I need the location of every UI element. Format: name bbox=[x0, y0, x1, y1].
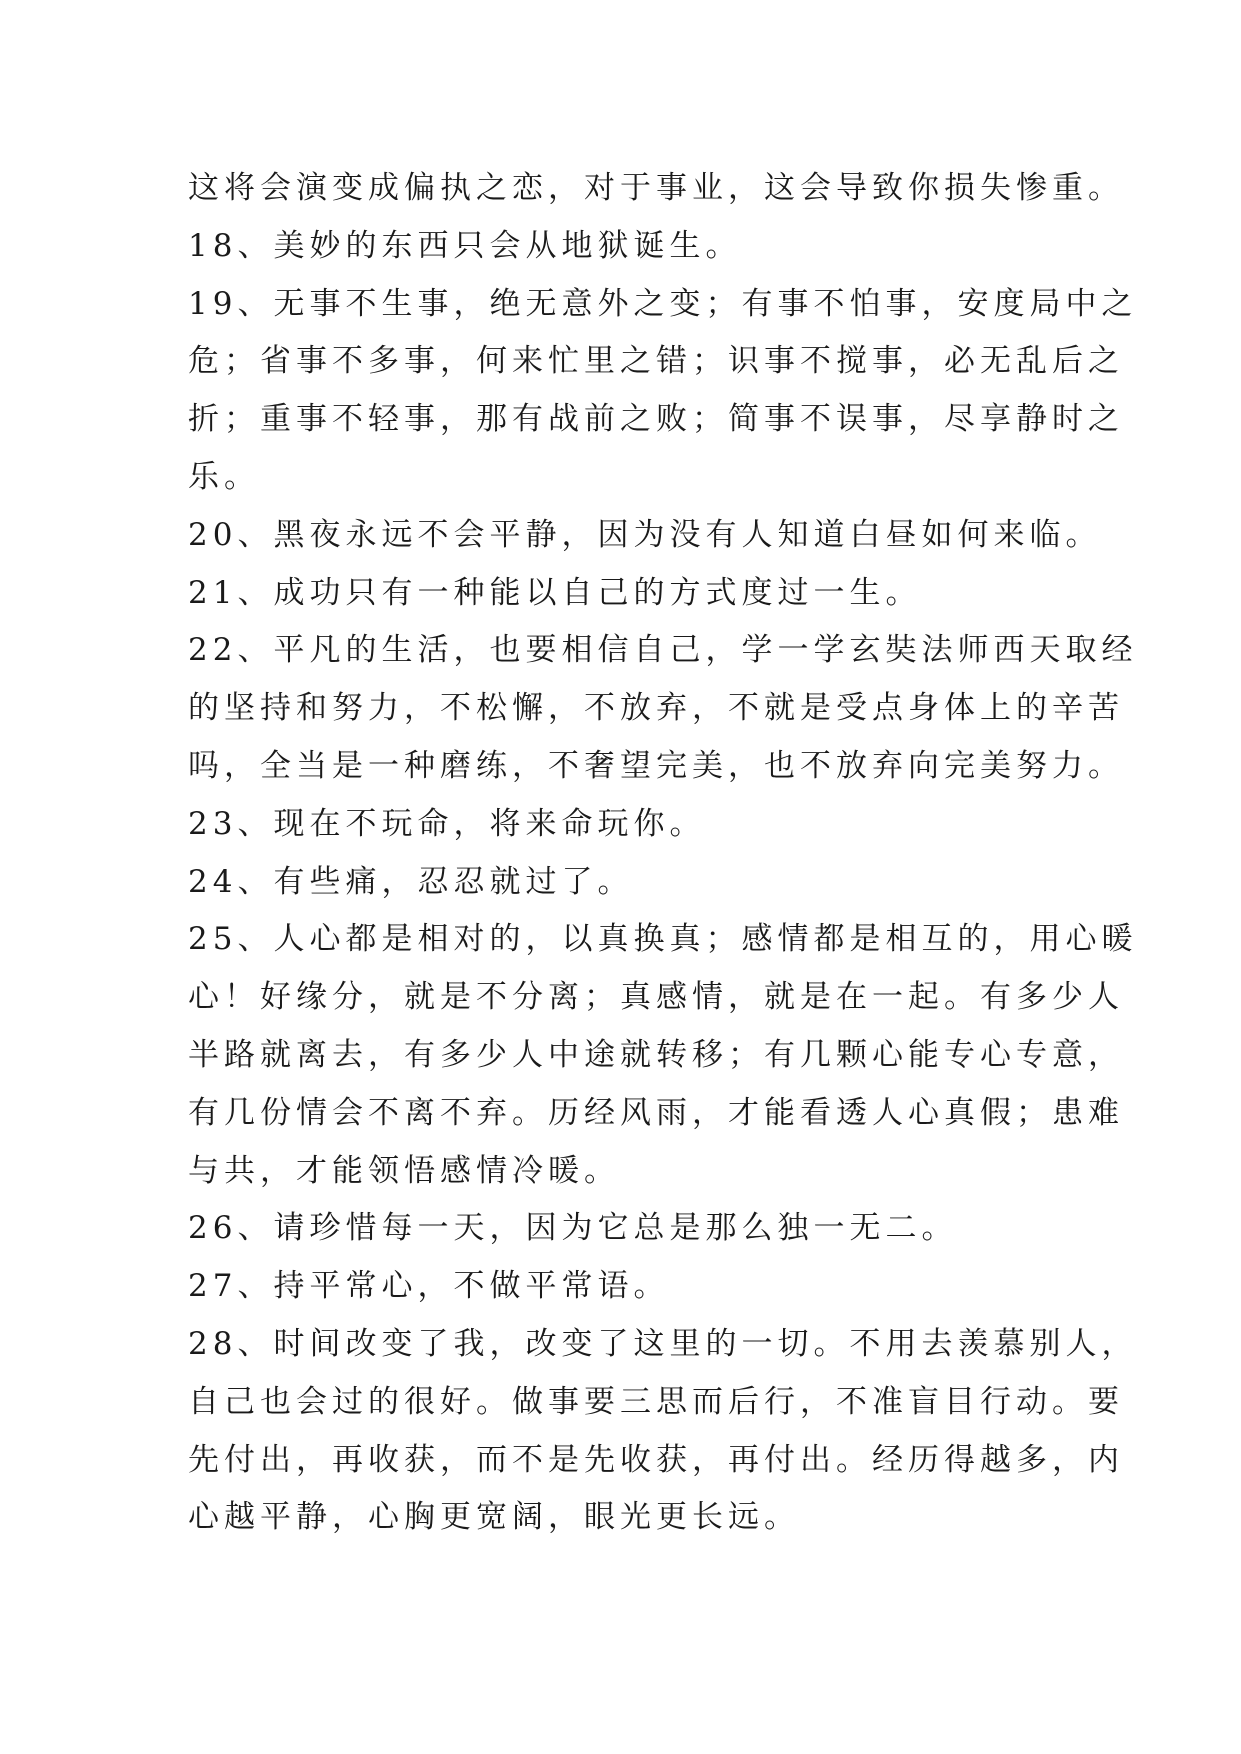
text-line: 自己也会过的很好。做事要三思而后行，不准盲目行动。要 bbox=[188, 1383, 1124, 1420]
text-line: 先付出，再收获，而不是先收获，再付出。经历得越多，内 bbox=[188, 1441, 1124, 1478]
text-line: 折；重事不轻事，那有战前之败；简事不误事，尽享静时之 bbox=[188, 401, 1124, 438]
document-body bbox=[188, 160, 1138, 1547]
text-line: 乐。 bbox=[188, 458, 260, 495]
text-line: 18、美妙的东西只会从地狱诞生。 bbox=[188, 227, 742, 264]
text-line: 21、成功只有一种能以自己的方式度过一生。 bbox=[188, 574, 922, 611]
text-line: 24、有些痛，忍忍就过了。 bbox=[188, 863, 634, 900]
text-line: 23、现在不玩命，将来命玩你。 bbox=[188, 805, 706, 842]
text-line: 危；省事不多事，何来忙里之错；识事不搅事，必无乱后之 bbox=[188, 343, 1124, 380]
text-line: 吗，全当是一种磨练，不奢望完美，也不放弃向完美努力。 bbox=[188, 747, 1124, 784]
text-line: 27、持平常心，不做平常语。 bbox=[188, 1268, 670, 1305]
text-line: 25、人心都是相对的，以真换真；感情都是相互的，用心暖 bbox=[188, 921, 1138, 958]
text-line: 20、黑夜永远不会平静，因为没有人知道白昼如何来临。 bbox=[188, 516, 1102, 553]
text-line: 心！好缘分，就是不分离；真感情，就是在一起。有多少人 bbox=[188, 979, 1124, 1016]
text-line: 与共，才能领悟感情冷暖。 bbox=[188, 1152, 620, 1189]
text-line: 28、时间改变了我，改变了这里的一切。不用去羡慕别人， bbox=[188, 1325, 1138, 1362]
text-line: 半路就离去，有多少人中途就转移；有几颗心能专心专意， bbox=[188, 1036, 1124, 1073]
text-line: 26、请珍惜每一天，因为它总是那么独一无二。 bbox=[188, 1210, 958, 1247]
text-line: 这将会演变成偏执之恋，对于事业，这会导致你损失惨重。 bbox=[188, 170, 1124, 206]
text-line: 心越平静，心胸更宽阔，眼光更长远。 bbox=[188, 1499, 800, 1536]
text-line: 19、无事不生事，绝无意外之变；有事不怕事，安度局中之 bbox=[188, 285, 1138, 322]
text-line: 22、平凡的生活，也要相信自己，学一学玄奘法师西天取经 bbox=[188, 632, 1138, 669]
text-line: 的坚持和努力，不松懈，不放弃，不就是受点身体上的辛苦 bbox=[188, 690, 1124, 727]
text-line: 有几份情会不离不弃。历经风雨，才能看透人心真假；患难 bbox=[188, 1094, 1124, 1131]
